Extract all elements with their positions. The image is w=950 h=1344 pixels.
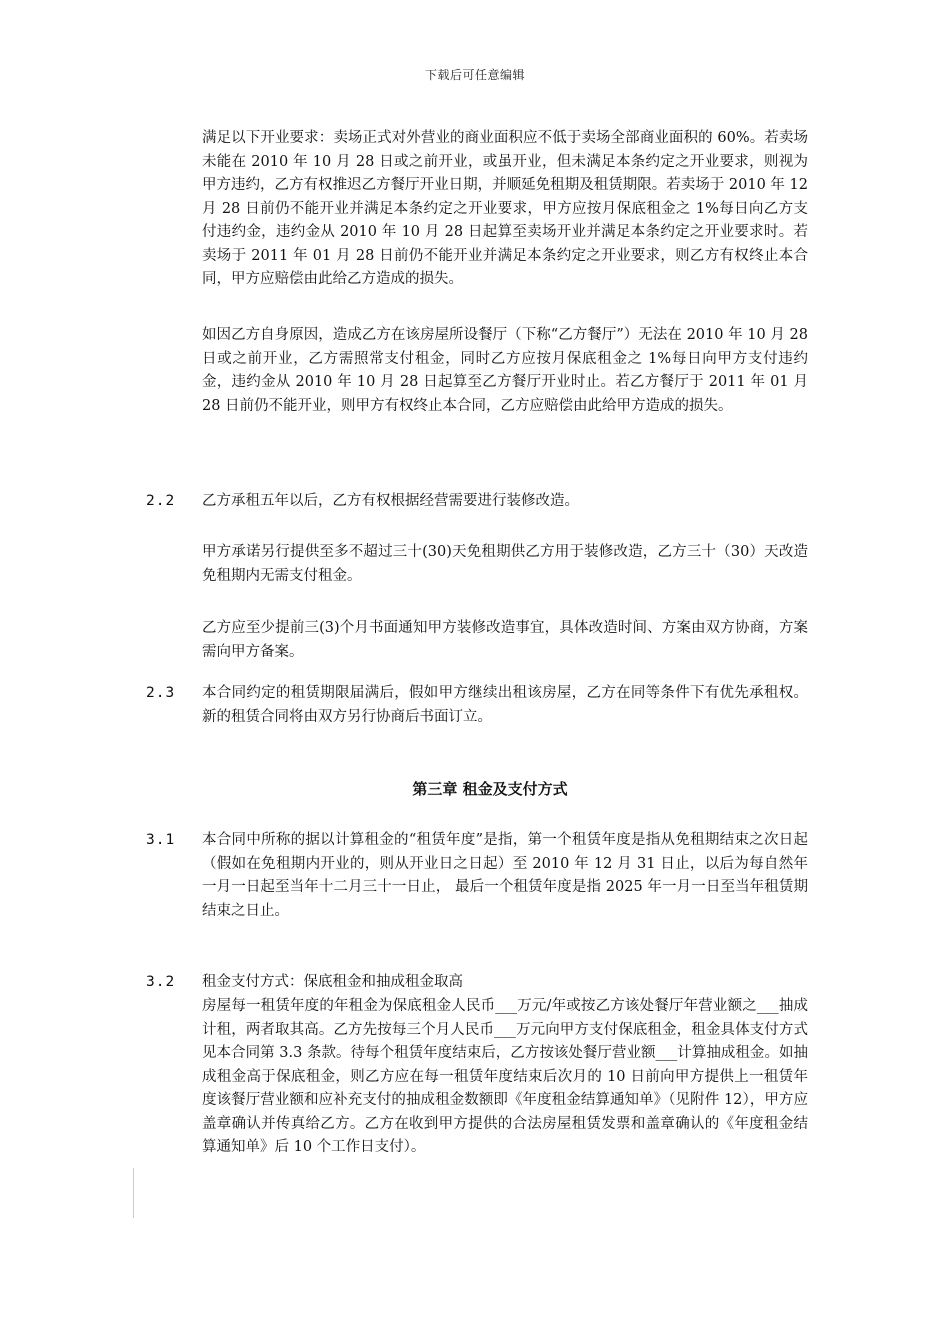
clause-2-3-text: 本合同约定的租赁期限届满后，假如甲方继续出租该房屋，乙方在同等条件下有优先承租权。新的租赁合同将由双方另行协商后书面订立。 xyxy=(202,685,808,725)
clause-number-2-2: 2.2 xyxy=(146,493,176,509)
margin-divider xyxy=(133,1168,134,1218)
tenant-default-paragraph: 如因乙方自身原因，造成乙方在该房屋所设餐厅（下称“乙方餐厅”）无法在 2010 年 10 月 28 日或之前开业，乙方需照常支付租金，同时乙方应按月保底租金之 1%每日向甲方支付违约金，违约金从 2010 年 10 月 28 日起算至乙方餐厅开业时止。若乙方餐厅于 2011 年 01 月 28 日前仍不能开业，则甲方有权终止本合同，乙方应赔偿由此给甲方造成的损失。 xyxy=(202,327,808,414)
clause-2-2-rent-free-paragraph: 甲方承诺另行提供至多不超过三十(30)天免租期供乙方用于装修改造，乙方三十（30）天改造免租期内无需支付租金。 xyxy=(202,544,808,584)
clause-2-2-text: 乙方承租五年以后，乙方有权根据经营需要进行装修改造。 xyxy=(202,493,579,509)
clause-3-2-payment-paragraph: 房屋每一租赁年度的年租金为保底租金人民币___万元/年或按乙方该处餐厅年营业额之___抽成计租，两者取其高。乙方先按每三个月人民币___万元向甲方支付保底租金，租金具体支付方式见本合同第 3.3 条款。待每个租赁年度结束后，乙方按该处餐厅营业额___计算抽成租金。如抽成租金高于保底租金，则乙方应在每一租赁年度结束后次月的 10 日前向甲方提供上一租赁年度该餐厅营业额和应补充支付的抽成租金数额即《年度租金结算通知单》（见附件 12），甲方应盖章确认并传真给乙方。乙方在收到甲方提供的合法房屋租赁发票和盖章确认的《年度租金结算通知单》后 10 个工作日支付）。 xyxy=(202,998,808,1155)
opening-requirement-paragraph: 满足以下开业要求：卖场正式对外营业的商业面积应不低于卖场全部商业面积的 60%。若卖场未能在 2010 年 10 月 28 日或之前开业，或虽开业，但未满足本条约定之开业要求，则视为甲方违约，乙方有权推迟乙方餐厅开业日期，并顺延免租期及租赁期限。若卖场于 2010 年 12 月 28 日前仍不能开业并满足本条约定之开业要求，甲方应按月保底租金之 1%每日向乙方支付违约金，违约金从 2010 年 10 月 28 日起算至卖场开业并满足本条约定之开业要求时。若卖场于 2011 年 01 月 28 日前仍不能开业并满足本条约定之开业要求，则乙方有权终止本合同，甲方应赔偿由此给乙方造成的损失。 xyxy=(202,130,808,287)
clause-number-2-3: 2.3 xyxy=(146,685,176,701)
clause-number-3-1: 3.1 xyxy=(146,832,176,848)
page-header: 下载后可任意编辑 xyxy=(424,68,525,82)
clause-3-2-heading: 租金支付方式：保底租金和抽成租金取高 xyxy=(202,974,463,990)
chapter-title: 第三章 租金及支付方式 xyxy=(412,780,568,798)
clause-3-1-text: 本合同中所称的据以计算租金的“租赁年度”是指，第一个租赁年度是指从免租期结束之次日起（假如在免租期内开业的，则从开业日之日起）至 2010 年 12 月 31 日止，以后为每自然年一月一日起至当年十二月三十一日止， 最后一个租赁年度是指 2025 年一月一日至当年租赁期结束之日止。 xyxy=(202,832,808,919)
clause-2-2-notice-paragraph: 乙方应至少提前三(3)个月书面通知甲方装修改造事宜，具体改造时间、方案由双方协商，方案需向甲方备案。 xyxy=(202,620,808,660)
clause-number-3-2: 3.2 xyxy=(146,974,176,990)
